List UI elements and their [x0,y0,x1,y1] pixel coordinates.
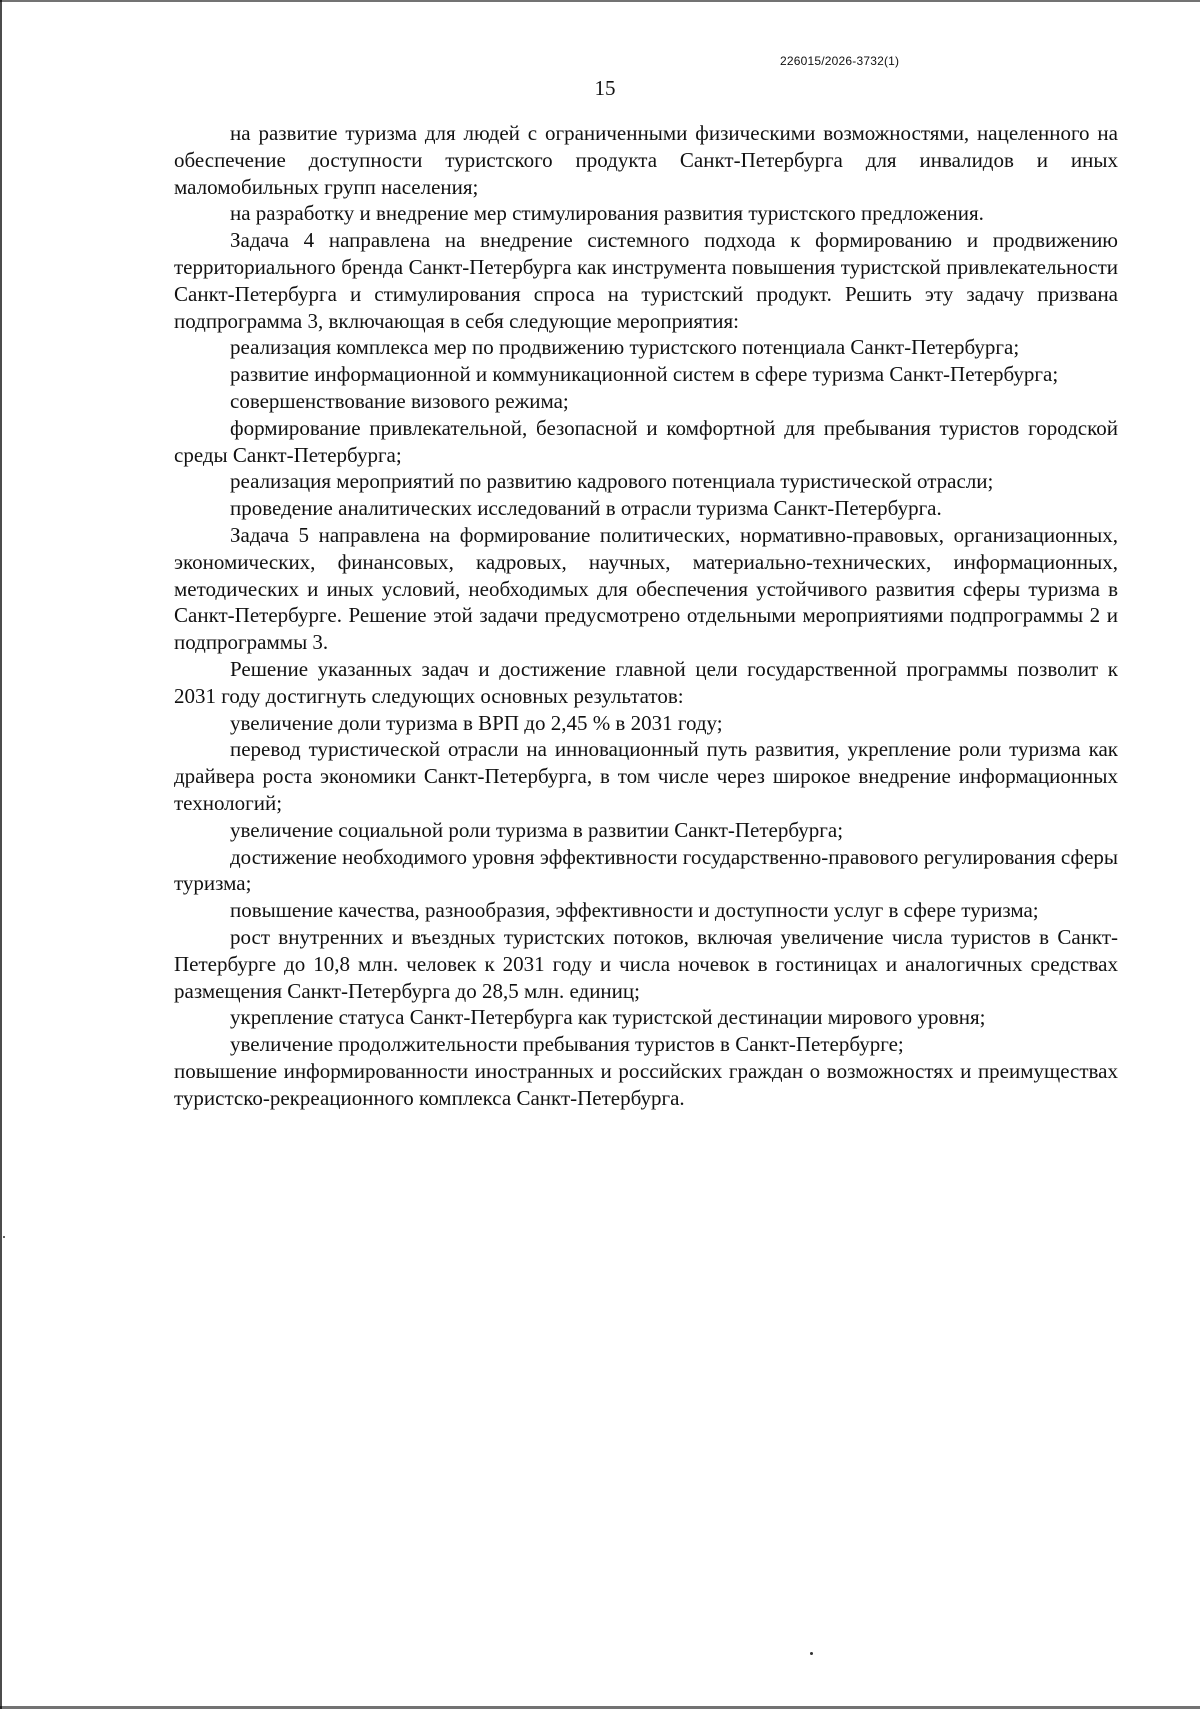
paragraph: на развитие туризма для людей с ограниченными физическими возможностями, нацеленного на обеспечение доступности туристского продукта Санкт-Петербурга для инвалидов и иных маломобильных групп населения; [174,121,1118,199]
paragraph: Задача 4 направлена на внедрение системного подхода к формированию и продвижению территориального бренда Санкт-Петербурга как инструмента повышения туристской привлекательности Санкт-Петербурга и стимулирования спроса на туристский продукт. Решить эту задачу призвана подпрограмма 3, включающая в себя следующие мероприятия: [174,228,1118,333]
paragraph: реализация мероприятий по развитию кадрового потенциала туристической отрасли; [230,469,994,494]
paragraph: Решение указанных задач и достижение главной цели государственной программы позволит к 2031 году достигнуть следующих основных результатов: [174,656,1118,708]
paragraph: укрепление статуса Санкт-Петербурга как туристской дестинации мирового уровня; [230,1005,986,1030]
paragraph: увеличение продолжительности пребывания туристов в Санкт-Петербурге; [230,1032,904,1057]
scan-edge-left [0,0,2,1709]
page-number: 15 [594,76,616,100]
paragraph: увеличение социальной роли туризма в развитии Санкт-Петербурга; [230,817,844,842]
paragraph: повышение качества, разнообразия, эффективности и доступности услуг в сфере туризма; [230,898,1039,923]
paragraph: на разработку и внедрение мер стимулирования развития туристского предложения. [230,201,984,226]
document-body [174,120,1118,1111]
paragraph: достижение необходимого уровня эффективности государственно-правового регулирования сферы туризма; [174,844,1118,896]
scan-speck [810,1652,813,1655]
paragraph: рост внутренних и въездных туристских потоков, включая увеличение числа туристов в Санкт-Петербурге до 10,8 млн. человек к 2031 году и числа ночевок в гостиницах и аналогичных средствах размещения Санкт-Петербурга до 28,5 млн. единиц; [174,924,1118,1003]
paragraph: Задача 5 направлена на формирование политических, нормативно-правовых, организационных, экономических, финансовых, кадровых, научных, материально-технических, информационных, методических и иных условий, необходимых для обеспечения устойчивого развития сферы туризма в Санкт-Петербурге. Решение этой задачи предусмотрено отдельными мероприятиями подпрограммы 2 и подпрограммы 3. [174,522,1118,655]
paragraph: совершенствование визового режима; [230,388,569,413]
paragraph: проведение аналитических исследований в отрасли туризма Санкт-Петербурга. [230,496,942,521]
paragraph: повышение информированности иностранных и российских граждан о возможностях и преимуществах туристско-рекреационного комплекса Санкт-Петербурга. [174,1058,1118,1110]
paragraph: увеличение доли туризма в ВРП до 2,45 % в 2031 году; [230,710,723,735]
scan-speck [3,1236,5,1238]
paragraph: развитие информационной и коммуникационной систем в сфере туризма Санкт-Петербурга; [230,362,1059,387]
paragraph: формирование привлекательной, безопасной и комфортной для пребывания туристов городской среды Санкт-Петербурга; [174,415,1118,467]
document-registration-number: 226015/2026-3732(1) [780,54,900,68]
paragraph: перевод туристической отрасли на инновационный путь развития, укрепление роли туризма как драйвера роста экономики Санкт-Петербурга, в том числе через широкое внедрение информационных технологий; [174,737,1118,815]
paragraph: реализация комплекса мер по продвижению туристского потенциала Санкт-Петербурга; [230,335,1020,360]
scan-edge-top [0,0,1200,2]
